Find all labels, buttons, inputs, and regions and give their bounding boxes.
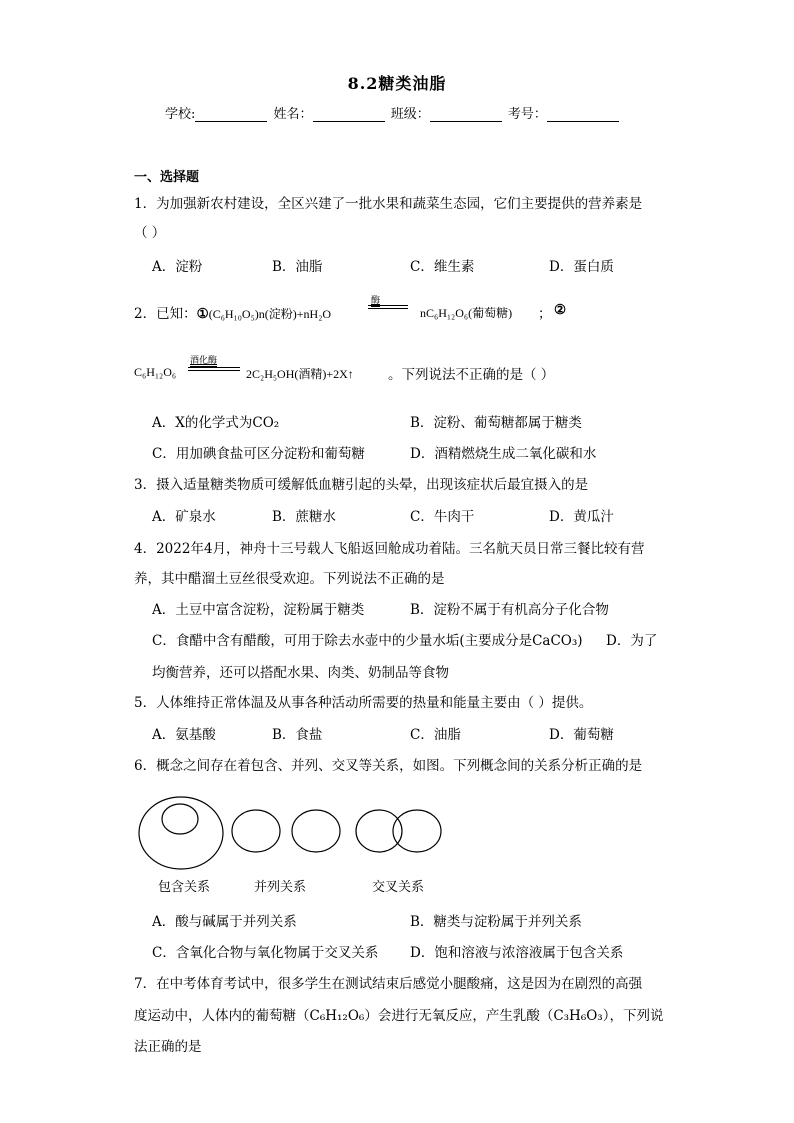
field-number-label: 考号： [507, 107, 547, 122]
parallel-diagram [232, 810, 340, 852]
q1-stem-line1: 1．为加强新农村建设，全区兴建了一批水果和蔬菜生态园，它们主要提供的营养素是 [134, 196, 643, 212]
q7-stem-line2: 度运动中，人体内的葡萄糖（C₆H₁₂O₆）会进行无氧反应，产生乳酸（C₃H₆O₃），下列说 [134, 1008, 664, 1024]
q2-option-c[interactable]: C．用加碘食盐可区分淀粉和葡萄糖 [152, 446, 365, 462]
q5-option-a[interactable]: A．氨基酸 [152, 727, 216, 743]
q1-option-b[interactable]: B．油脂 [272, 259, 323, 275]
containment-inner-circle [162, 804, 198, 834]
field-class-label: 班级： [390, 107, 430, 122]
q1-stem-line2: （ ） [134, 225, 166, 241]
q4-stem-line1: 4．2022年4月，神舟十三号载人飞船返回舱成功着陆。三名航天员日常三餐比较有营 [134, 541, 645, 557]
q3-option-b[interactable]: B．蔗糖水 [272, 509, 336, 525]
q6-option-d[interactable]: D．饱和溶液与浓溶液属于包含关系 [410, 945, 624, 961]
q5-option-d[interactable]: D．葡萄糖 [549, 727, 614, 743]
containment-diagram [139, 797, 223, 869]
q2-circle-1: ① [196, 306, 209, 322]
q6-stem: 6．概念之间存在着包含、并列、交叉等关系，如图。下列概念间的关系分析正确的是 [134, 758, 643, 774]
section-heading: 一、选择题 [134, 170, 200, 185]
q4-option-d-line2[interactable]: 均衡营养，还可以搭配水果、肉类、奶制品等食物 [152, 665, 449, 681]
q2-option-d[interactable]: D．酒精燃烧生成二氧化碳和水 [410, 446, 597, 462]
q3-option-a[interactable]: A．矿泉水 [152, 509, 216, 525]
field-school-blank[interactable] [195, 109, 267, 122]
intersection-diagram [356, 810, 441, 852]
field-name-label: 姓名： [273, 107, 313, 122]
q2-eq2-left: C₆H₁₂O₆ [134, 365, 177, 379]
q2-eq1-left: (C₆H₁₀O₅)n(淀粉)+nH₂O [208, 307, 332, 321]
intersection-circle-left [356, 810, 402, 852]
q2-option-b[interactable]: B．淀粉、葡萄糖都属于糖类 [410, 415, 582, 431]
q2-eq2-right: 2C₂H₅OH(酒精)+2X↑ [246, 367, 354, 381]
q5-option-c[interactable]: C．油脂 [410, 727, 461, 743]
q2-eq2-arrow-label: 酒化酶 [190, 356, 218, 366]
q1-option-a[interactable]: A．淀粉 [152, 259, 203, 275]
q2-stem-line1 [134, 302, 331, 322]
q4-option-c[interactable]: C．食醋中含有醋酸，可用于除去水壶中的少量水垢(主要成分是CaCO₃) [152, 633, 583, 649]
label-intersection: 交叉关系 [372, 880, 425, 895]
q2-stem-tail: 。下列说法不正确的是（ ） [388, 367, 555, 383]
containment-outer-circle [139, 797, 223, 869]
parallel-circle-left [232, 810, 280, 852]
q5-stem: 5．人体维持正常体温及从事各种活动所需要的热量和能量主要由（ ）提供。 [134, 695, 593, 711]
q4-option-d-line1[interactable]: D．为了 [606, 633, 658, 649]
q1-option-c[interactable]: C．维生素 [410, 259, 475, 275]
q6-option-b[interactable]: B．糖类与淀粉属于并列关系 [410, 914, 582, 930]
page-title: 8.2糖类油脂 [347, 74, 447, 93]
q3-stem: 3．摄入适量糖类物质可缓解低血糖引起的头晕，出现该症状后最宜摄入的是 [134, 477, 589, 493]
field-number-blank[interactable] [547, 109, 619, 122]
field-school-label: 学校: [165, 107, 196, 122]
student-info-line [165, 103, 621, 122]
q5-option-b[interactable]: B．食盐 [272, 727, 323, 743]
q2-eq1-right: nC₆H₁₂O₆(葡萄糖) [420, 306, 513, 320]
q6-option-a[interactable]: A．酸与碱属于并列关系 [152, 914, 297, 930]
q7-stem-line3: 法正确的是 [134, 1039, 202, 1055]
q2-prefix: 2．已知： [134, 306, 197, 322]
q2-option-a[interactable]: A．X的化学式为CO₂ [152, 415, 280, 431]
q3-option-d[interactable]: D．黄瓜汁 [549, 509, 614, 525]
q2-circle-2: ② [554, 302, 567, 318]
q2-eq1-arrow [368, 305, 408, 309]
q4-option-a[interactable]: A．土豆中富含淀粉，淀粉属于糖类 [152, 602, 365, 618]
q2-eq2-arrow [188, 367, 240, 371]
relationship-diagram [136, 795, 456, 875]
field-name-blank[interactable] [313, 109, 385, 122]
intersection-circle-right [393, 810, 441, 852]
q4-stem-line2: 养，其中醋溜土豆丝很受欢迎。下列说法不正确的是 [134, 571, 445, 587]
field-class-blank[interactable] [430, 109, 502, 122]
q7-stem-line1: 7．在中考体育考试中，很多学生在测试结束后感觉小腿酸痛，这是因为在剧烈的高强 [134, 976, 643, 992]
q6-option-c[interactable]: C．含氧化合物与氧化物属于交叉关系 [152, 945, 379, 961]
q1-option-d[interactable]: D．蛋白质 [549, 259, 614, 275]
parallel-circle-right [292, 810, 340, 852]
q2-separator: ； [538, 306, 552, 322]
q4-option-b[interactable]: B．淀粉不属于有机高分子化合物 [410, 602, 609, 618]
label-containment: 包含关系 [158, 880, 211, 895]
label-parallel: 并列关系 [254, 880, 307, 895]
q2-eq1-arrow-label: 酶 [371, 296, 381, 306]
q3-option-c[interactable]: C．牛肉干 [410, 509, 475, 525]
